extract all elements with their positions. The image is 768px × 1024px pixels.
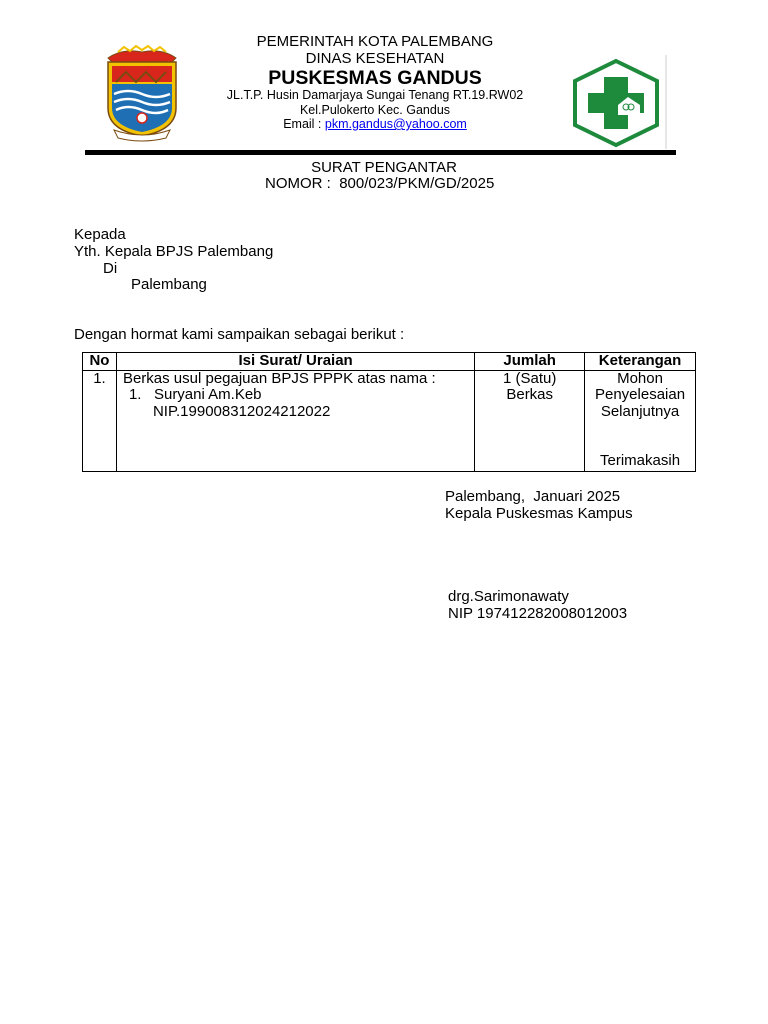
item-number: 1. bbox=[128, 386, 142, 403]
kepada: Kepada bbox=[74, 226, 126, 243]
col-header-jumlah: Jumlah bbox=[475, 353, 585, 371]
jumlah-line2: Berkas bbox=[506, 386, 554, 403]
cell-keterangan bbox=[585, 370, 696, 471]
puskesmas-logo-icon bbox=[564, 55, 668, 151]
col-header-no: No bbox=[83, 353, 117, 371]
signature-place-date: Palembang, Januari 2025 bbox=[445, 488, 621, 505]
col-header-keterangan: Keterangan bbox=[585, 353, 696, 371]
header-address: JL.T.P. Husin Damarjaya Sungai Tenang RT.19.RW02 bbox=[226, 88, 524, 102]
header-title: PUSKESMAS GANDUS bbox=[268, 67, 482, 89]
ket-spacer bbox=[585, 420, 695, 453]
header-kelurahan: Kel.Pulokerto Kec. Gandus bbox=[299, 103, 451, 117]
signature-nip: NIP 197412282008012003 bbox=[448, 605, 628, 622]
kota-line: Palembang bbox=[131, 276, 207, 293]
uraian-text: Berkas usul pegajuan BPJS PPPK atas nama : bbox=[122, 369, 436, 387]
letter-number bbox=[265, 175, 494, 192]
letter-table bbox=[82, 352, 696, 472]
item-nip: NIP.199008312024212022 bbox=[152, 402, 331, 420]
col-header-uraian: Isi Surat/ Uraian bbox=[116, 353, 474, 371]
ket-line1: Mohon bbox=[617, 369, 663, 387]
header-government: PEMERINTAH KOTA PALEMBANG bbox=[256, 33, 494, 50]
header-email-line bbox=[200, 117, 550, 132]
cell-jumlah bbox=[475, 370, 585, 471]
signature-position: Kepala Puskesmas Kampus bbox=[445, 505, 633, 522]
signature-name: drg.Sarimonawaty bbox=[448, 588, 569, 605]
email-label: Email : bbox=[283, 117, 322, 131]
nomor-label: NOMOR : bbox=[265, 175, 331, 192]
jumlah-line1: 1 (Satu) bbox=[503, 369, 557, 387]
header-divider bbox=[85, 150, 676, 155]
palembang-crest-icon bbox=[100, 44, 184, 146]
intro-text: Dengan hormat kami sampaikan sebagai berikut : bbox=[74, 326, 405, 343]
cell-no bbox=[83, 370, 117, 471]
ket-line2: Penyelesaian bbox=[594, 386, 686, 403]
di-line: Di bbox=[103, 260, 118, 277]
yth-line: Yth. Kepala BPJS Palembang bbox=[74, 243, 274, 260]
email-link[interactable]: pkm.gandus@yahoo.com bbox=[324, 117, 467, 131]
letter-title: SURAT PENGANTAR bbox=[311, 159, 457, 176]
header-department: DINAS KESEHATAN bbox=[305, 50, 445, 67]
nomor-value: 800/023/PKM/GD/2025 bbox=[339, 175, 495, 192]
ket-line3: Selanjutnya bbox=[600, 402, 680, 420]
ket-line4: Terimakasih bbox=[600, 452, 681, 469]
item-name: Suryani Am.Keb bbox=[153, 386, 262, 403]
cell-uraian bbox=[116, 370, 474, 471]
table-row bbox=[83, 370, 696, 471]
row-number: 1. bbox=[93, 369, 106, 387]
uraian-item bbox=[123, 387, 474, 404]
table-header-row bbox=[83, 353, 696, 371]
